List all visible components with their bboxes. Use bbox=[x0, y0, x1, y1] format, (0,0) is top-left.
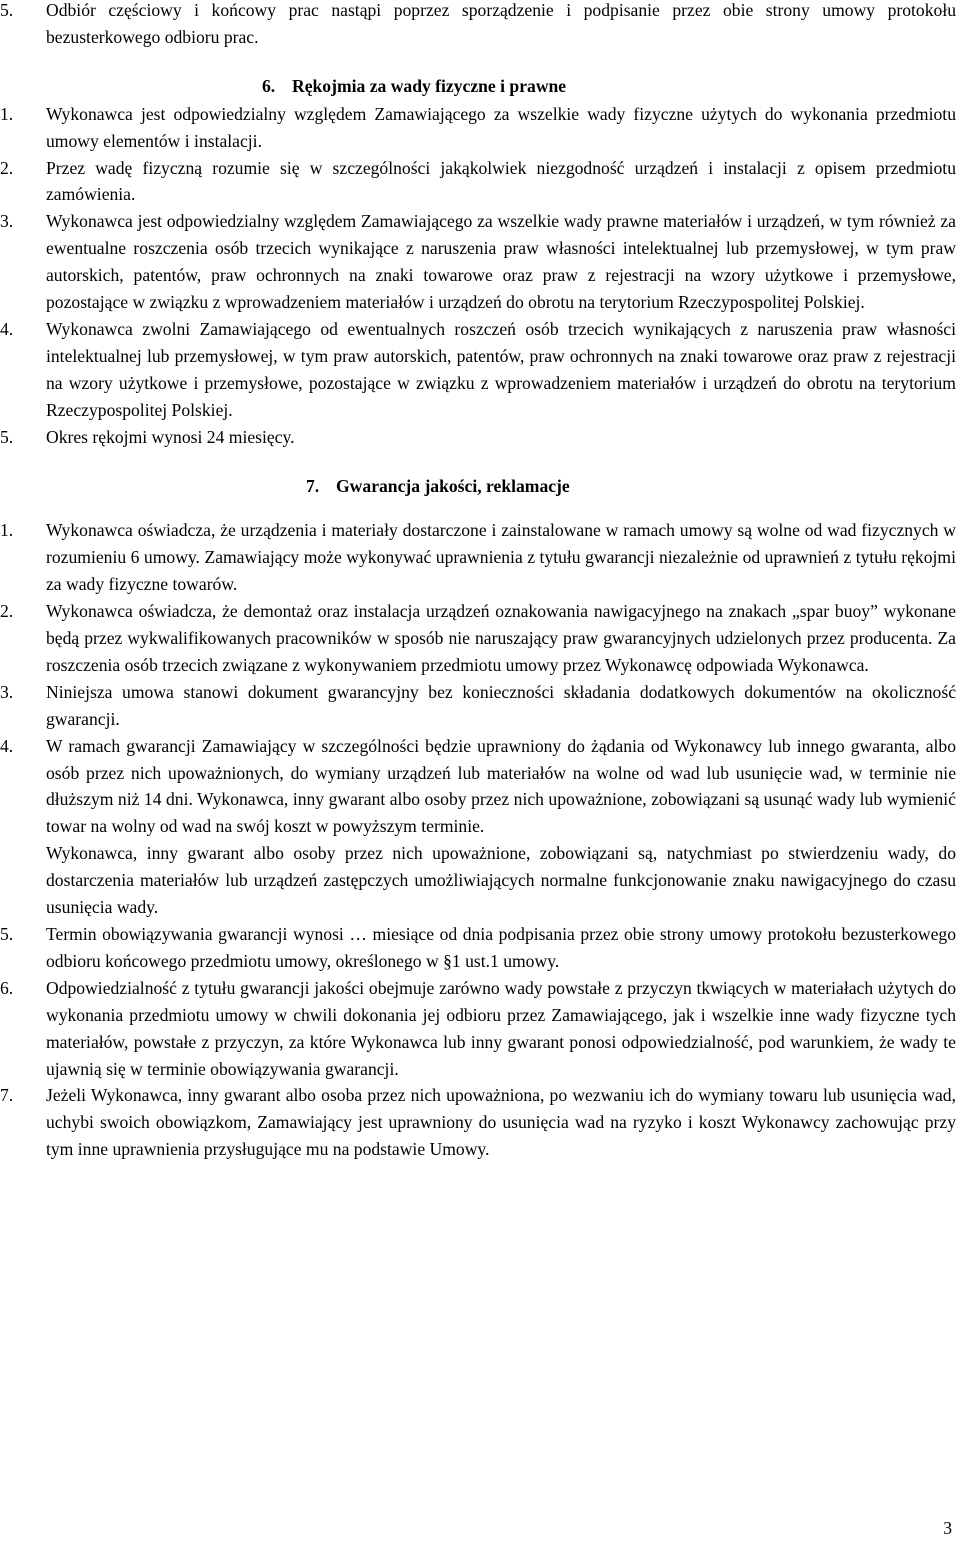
item-number: 4. bbox=[0, 318, 14, 339]
section-title: Gwarancja jakości, reklamacje bbox=[336, 475, 570, 496]
item-text: Termin obowiązywania gwarancji wynosi … miesiące od dnia podpisania przez obie strony umowy protokołu bezusterkowego odbioru końcowego przedmiotu umowy, określonego w §1 ust.1 umowy. bbox=[46, 924, 956, 971]
section-number: 6. bbox=[262, 75, 276, 96]
item-number: 6. bbox=[0, 977, 14, 998]
list-item bbox=[0, 208, 956, 316]
item-text: Wykonawca oświadcza, że urządzenia i materiały dostarczone i zainstalowane w ramach umowy są wolne od wad fizycznych w rozumieniu 6 umowy. Zamawiający może wykonywać uprawnienia z tytułu gwarancji niezależnie od uprawnień z tytułu rękojmi za wady fizyczne towarów. bbox=[46, 520, 956, 595]
intro-list bbox=[0, 0, 956, 51]
item-number: 5. bbox=[0, 0, 14, 20]
item-text: Wykonawca zwolni Zamawiającego od ewentualnych roszczeń osób trzecich wynikających z naruszenia praw własności intelektualnej lub przemysłowej, w tym praw autorskich, patentów, praw ochronnych na znaki towarowe oraz praw z rejestracji na wzory użytkowe i przemysłowe, pozostające w związku z wprowadzeniem materiałów i urządzeń do obrotu na terytorium Rzeczypospolitej Polskiej. bbox=[46, 318, 956, 420]
item-number: 7. bbox=[0, 1085, 14, 1106]
item-text: Wykonawca jest odpowiedzialny względem Zamawiającego za wszelkie wady fizyczne użytych do wykonania przedmiotu umowy elementów i instalacji. bbox=[46, 103, 956, 151]
list-item bbox=[0, 975, 956, 1083]
item-text: Wykonawca oświadcza, że demontaż oraz instalacja urządzeń oznakowania nawigacyjnego na znakach „spar buoy” wykonane będą przez wykwalifikowanych pracowników w sposób nie naruszający praw gwarancyjnych udzielonych przez producenta. Za roszczenia osób trzecich związane z wykonywaniem przedmiotu umowy przez Wykonawcę odpowiada Wykonawca. bbox=[46, 601, 956, 675]
list-item bbox=[0, 155, 956, 209]
item-text: W ramach gwarancji Zamawiający w szczególności będzie uprawniony do żądania od Wykonawcy lub innego gwaranta, albo osób przez nich upoważnionych, do wymiany urządzeń lub materiałów na wolne od wad lub usunięcie wad, w terminie nie dłuższym niż 14 dni. Wykonawca, inny gwarant albo osoby przez nich upoważnione, zobowiązani są usunąć wady lub wymienić towar na wolny od wad na swój koszt w powyższym terminie. bbox=[46, 735, 956, 837]
item-number: 3. bbox=[0, 211, 14, 232]
list-item bbox=[0, 679, 956, 733]
item-text: Wykonawca jest odpowiedzialny względem Zamawiającego za wszelkie wady prawne materiałów i urządzeń, w tym również za ewentualne roszczenia osób trzecich wynikające z naruszenia praw własności intelektualnej lub przemysłowej, w tym praw autorskich, patentów, praw ochronnych na znaki towarowe oraz praw z rejestracji na wzory użytkowe i przemysłowe, pozostające w związku z wprowadzeniem materiałów i urządzeń do obrotu na terytorium Rzeczypospolitej Polskiej. bbox=[46, 211, 956, 313]
item-text: Odpowiedzialność z tytułu gwarancji jakości obejmuje zarówno wady powstałe z przyczyn tkwiących w materiałach użytych do wykonania przedmiotu umowy w chwili dokonania jej odbioru przez Zamawiającego, jak i wszelkie inne wady fizyczne tych materiałów, powstałe z przyczyn, za które Wykonawca lub inny gwarant ponosi odpowiedzialność, pod warunkiem, że wady te ujawnią się w terminie obowiązywania gwarancji. bbox=[46, 977, 956, 1079]
item-text: Jeżeli Wykonawca, inny gwarant albo osoba przez nich upoważniona, po wezwaniu ich do wymiany towaru lub usunięcia wad, uchybi swoich obowiązkom, Zamawiający jest uprawniony do usunięcia wad na ryzyko i koszt Wykonawcy zachowując przy tym inne uprawnienia przysługujące mu na podstawie Umowy. bbox=[46, 1085, 956, 1160]
item-text: Okres rękojmi wynosi 24 miesięcy. bbox=[46, 426, 295, 447]
list-item bbox=[0, 733, 956, 921]
item-text: Wykonawca, inny gwarant albo osoby przez nich upoważnione, zobowiązani są, natychmiast po stwierdzeniu wady, do dostarczenia materiałów lub urządzeń zastępczych umożliwiających normalne funkcjonowanie znaku nawigacyjnego do czasu usunięcia wady. bbox=[46, 843, 956, 918]
item-number: 1. bbox=[0, 103, 14, 124]
section-heading-6 bbox=[0, 73, 956, 100]
section-7-list bbox=[0, 517, 956, 1163]
section-number: 7. bbox=[306, 475, 320, 496]
item-text: Odbiór częściowy i końcowy prac nastąpi poprzez sporządzenie i podpisanie przez obie strony umowy protokołu bezusterkowego odbioru prac. bbox=[46, 0, 956, 47]
item-text: Przez wadę fizyczną rozumie się w szczególności jakąkolwiek niezgodność urządzeń i instalacji z opisem przedmiotu zamówienia. bbox=[46, 157, 956, 205]
list-item bbox=[0, 316, 956, 424]
item-number: 2. bbox=[0, 601, 14, 622]
item-text: Niniejsza umowa stanowi dokument gwarancyjny bez konieczności składania dodatkowych dokumentów na okoliczność gwarancji. bbox=[46, 681, 956, 729]
page-number: 3 bbox=[943, 1518, 952, 1538]
item-number: 5. bbox=[0, 426, 14, 447]
section-heading-7 bbox=[0, 473, 956, 500]
item-number: 5. bbox=[0, 924, 14, 944]
section-title: Rękojmia za wady fizyczne i prawne bbox=[292, 75, 567, 96]
list-item bbox=[0, 517, 956, 598]
item-number: 2. bbox=[0, 157, 14, 178]
item-number: 1. bbox=[0, 520, 14, 541]
item-number: 4. bbox=[0, 735, 14, 756]
list-item bbox=[0, 598, 956, 679]
list-item bbox=[0, 101, 956, 155]
section-6-list bbox=[0, 101, 956, 451]
list-item bbox=[0, 424, 956, 451]
list-item bbox=[0, 921, 956, 975]
list-item bbox=[0, 1082, 956, 1163]
item-number: 3. bbox=[0, 681, 14, 702]
list-item bbox=[0, 0, 956, 51]
